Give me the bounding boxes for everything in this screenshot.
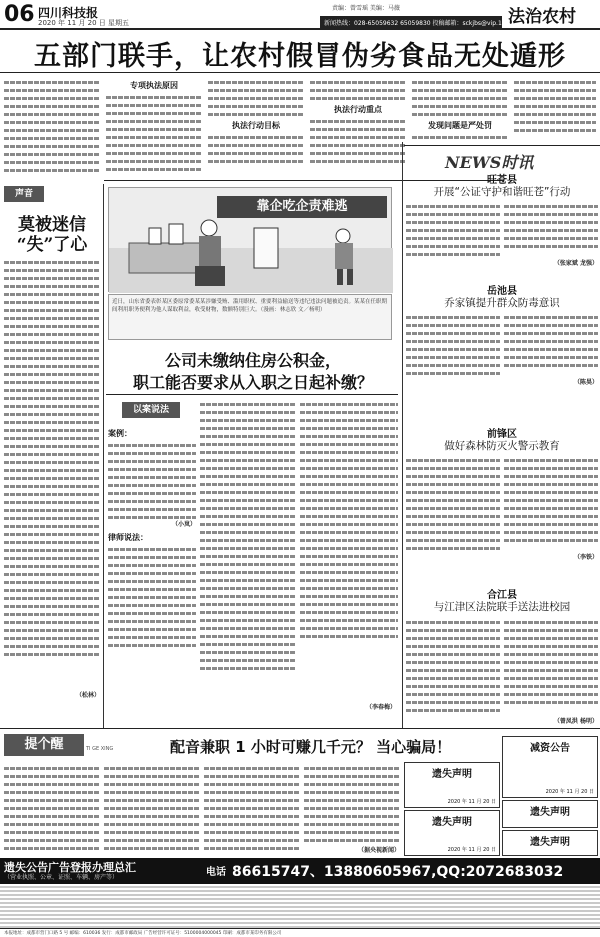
column-title-line1: 莫被迷信 [18, 215, 86, 235]
reminder-body [104, 762, 200, 854]
main-story-col-4 [310, 76, 406, 176]
column-body [4, 256, 100, 686]
contact-info: 新闻热线：028-65059632 65059830 投稿邮箱：sckjbs@vip.163.com [320, 16, 502, 28]
divider [0, 728, 600, 729]
news-body [504, 616, 598, 710]
news-body [406, 454, 500, 556]
subhead: 执法行动重点 [334, 105, 382, 114]
news-title: 乔家镇提升群众防毒意识 [444, 297, 560, 309]
notice-title: 遗失声明 [432, 769, 472, 780]
news-county: 旺苍县 [487, 175, 517, 186]
notice-title: 遗失声明 [530, 837, 570, 848]
notice [502, 830, 598, 856]
notice-date: 2020 年 11 月 20 日 [545, 789, 594, 795]
case-subhead: 案例： [108, 429, 132, 438]
reminder-label-sub: TI GE XING [86, 746, 114, 752]
subhead: 发现问题是严处罚 [428, 121, 492, 130]
case-byline: （李春梅） [365, 704, 396, 711]
news-byline: （曾凤洪 杨明） [553, 718, 598, 725]
case-subhead: 律师说法： [108, 533, 148, 542]
page-header [0, 0, 600, 30]
ad-banner-title: 遗失公告广告登报办理总汇 [4, 861, 136, 874]
section-name: 法治农村 [508, 7, 576, 27]
notice [404, 762, 500, 808]
news-body [406, 616, 500, 716]
cartoon-drawing [109, 188, 393, 293]
reminder-label-text: 提个醒 [24, 737, 64, 752]
ad-banner-tel: 86615747、13880605967,QQ:2072683032 [232, 864, 564, 880]
notice [502, 736, 598, 798]
news-county: 前锋区 [487, 429, 517, 440]
main-story-col-6 [514, 76, 596, 140]
case-col-2 [200, 398, 296, 698]
news-body [504, 311, 598, 373]
column-title-line2: “失”了心 [16, 235, 88, 255]
news-county: 岳池县 [487, 286, 517, 297]
subhead: 专项执法原因 [130, 81, 178, 90]
reminder-byline: （据央视新闻） [357, 847, 400, 854]
page-number: 06 [4, 2, 35, 27]
cartoon-caption: 近日，山东省委表彰某区委原常委某某涉嫌受贿、滥用职权、重要利益输送等违纪违法问题被追责。某某在任职期间利用职务便利为他人谋取利益，收受财物，数额特别巨大。（漫画：林志欣 文／杨明） [108, 294, 392, 340]
news-column-logo: NEWS时讯 [445, 153, 534, 172]
column-byline: （松林） [75, 692, 100, 699]
notice-title: 遗失声明 [432, 817, 472, 828]
news-byline: （陈昊） [573, 379, 598, 386]
case-title-line1: 公司未缴纳住房公积金， [164, 351, 341, 370]
reminder-title: 配音兼职 1 小时可赚几千元？ 当心骗局！ [170, 738, 452, 756]
notice-title: 减资公告 [530, 743, 570, 754]
main-story-col-5 [412, 76, 508, 140]
news-body [406, 200, 500, 264]
news-title: 做好森林防灭火警示教育 [444, 440, 560, 452]
news-body [406, 311, 500, 381]
divider [0, 72, 600, 73]
subhead: 执法行动目标 [232, 121, 280, 130]
case-col-3 [300, 398, 398, 698]
issue-date: 2020 年 11 月 20 日 星期五 [38, 19, 129, 27]
reminder-body [304, 762, 400, 842]
news-county: 合江县 [487, 590, 517, 601]
main-story-col-3 [208, 76, 304, 176]
ad-banner-sub: （营业执照、公章、证照、车辆、房产等） [4, 874, 119, 881]
notice-date: 2020 年 11 月 20 日 [447, 847, 496, 853]
case-col-1 [108, 424, 196, 694]
main-story-col-1 [4, 76, 100, 176]
notice [502, 800, 598, 828]
divider [404, 145, 600, 146]
notice-title: 遗失声明 [530, 807, 570, 818]
notice-date: 2020 年 11 月 20 日 [447, 799, 496, 805]
news-byline: （李铁） [573, 554, 598, 561]
divider [106, 394, 398, 395]
divider [103, 184, 104, 728]
reminder-body [4, 762, 100, 854]
main-story-col-2 [106, 76, 202, 176]
notice [404, 810, 500, 856]
main-headline: 五部门联手，让农村假冒伪劣食品无处遁形 [34, 41, 566, 72]
newspaper-name: 四川科技报 [38, 6, 99, 20]
imprint: 本报地址：成都市营门口路 5 号 邮编：610036 发行：成都市邮政局 广告经营许可证号：5100004000045 印刷：成都市某印务有限公司 [0, 928, 600, 937]
ad-banner [0, 858, 600, 884]
divider [402, 142, 403, 728]
news-title: 与江津区法院联手送法进校园 [433, 601, 571, 613]
editors: 责编：曾雪瑶 美编：马薇 [332, 5, 400, 12]
news-body [504, 200, 598, 256]
case-label: 以案说法 [122, 402, 180, 418]
news-title: 开展“公证守护和谐旺苍”行动 [433, 186, 571, 198]
ad-banner-tel-label: 电话 [206, 867, 226, 878]
case-title-line2: 职工能否要求从入职之日起补缴？ [132, 373, 373, 392]
news-body [504, 454, 598, 548]
case-byline-2: （小岚） [171, 521, 196, 528]
cartoon-illustration [108, 187, 392, 292]
column-label: 声音 [4, 186, 44, 202]
cartoon-banner: 靠企吃企责难逃 [217, 196, 387, 218]
news-byline: （张家斌 龙强） [553, 260, 598, 267]
classified-ads [0, 886, 600, 928]
reminder-body [204, 762, 300, 854]
reminder-label [4, 734, 84, 756]
